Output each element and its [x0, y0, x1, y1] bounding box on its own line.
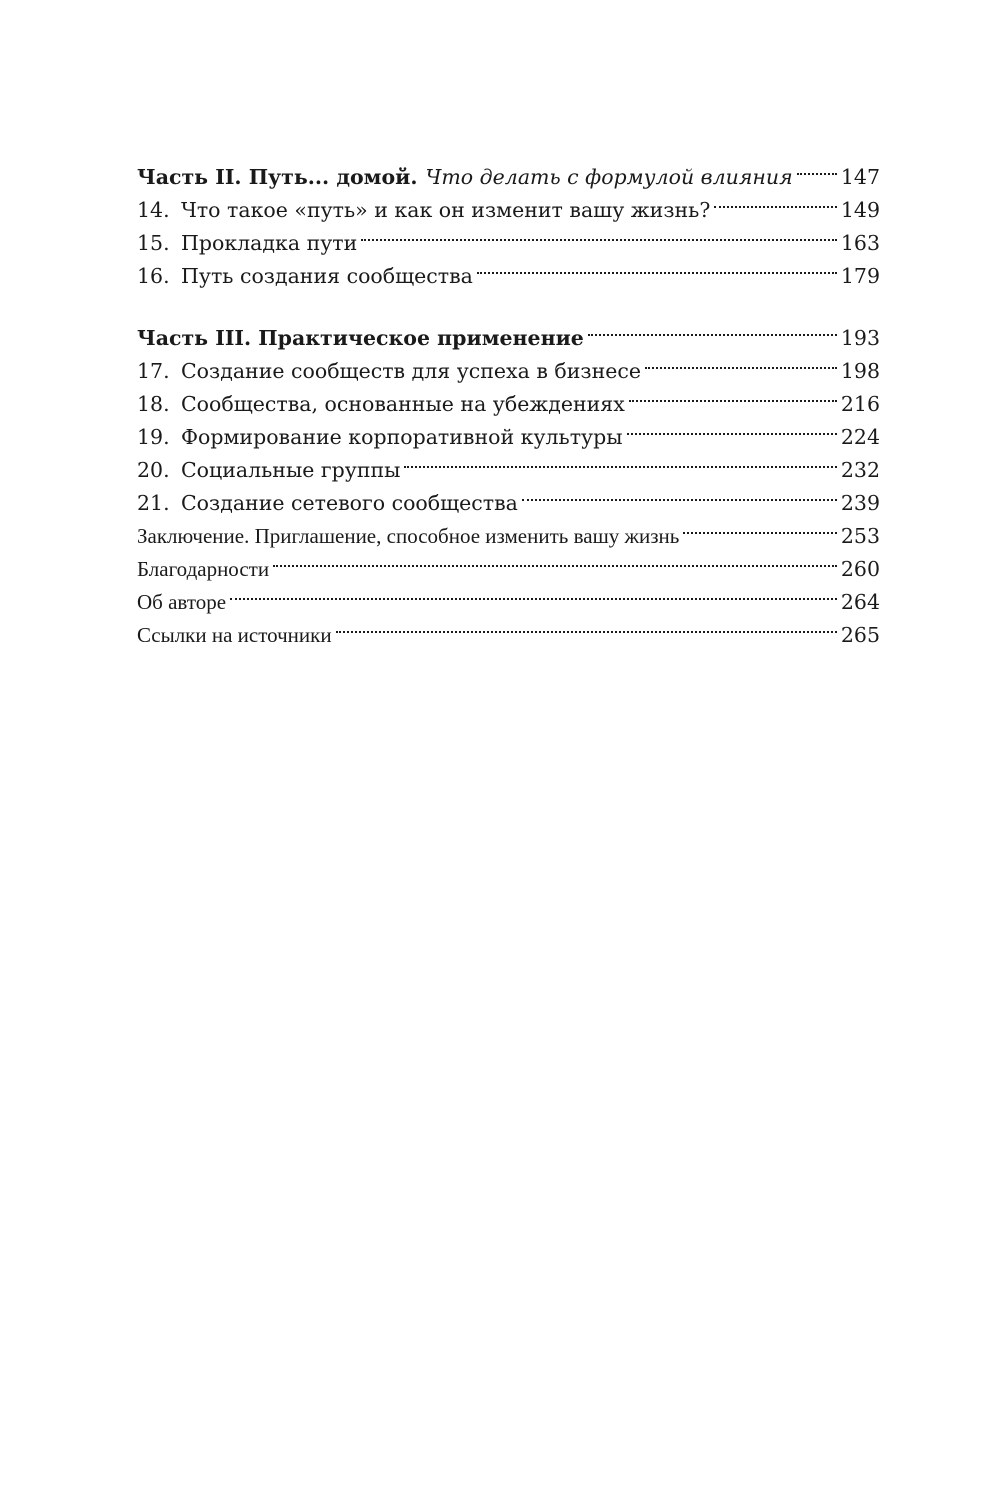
toc-part-2 [137, 151, 880, 288]
toc-page-number: 149 [840, 198, 880, 222]
dot-leader [404, 444, 836, 477]
toc-chapter-number: 15. [137, 231, 170, 255]
toc-page-number: 163 [840, 231, 880, 255]
toc-page-number: 198 [840, 359, 880, 383]
toc-chapter-title: Создание сообществ для успеха в бизнесе [181, 359, 641, 383]
toc-chapter-title: Прокладка пути [181, 231, 358, 255]
toc-part-title [137, 161, 793, 194]
toc-page-number: 216 [840, 392, 880, 416]
dot-leader [361, 217, 837, 250]
toc-backmatter-row[interactable] [137, 576, 880, 614]
toc-page-number: 264 [840, 590, 880, 614]
toc-backmatter-row[interactable] [137, 609, 880, 647]
toc-chapter-title: Социальные группы [181, 458, 401, 482]
toc-part-title [137, 322, 584, 355]
dot-leader [714, 184, 837, 217]
toc-backmatter-title: Благодарности [137, 557, 270, 581]
toc-chapter-number: 16. [137, 264, 170, 288]
toc-part-subtitle: Что делать с формулой влияния [425, 165, 793, 189]
dot-leader [683, 510, 837, 543]
toc-part-heading[interactable] [137, 312, 880, 350]
dot-leader [629, 378, 837, 411]
toc-part-title-bold: Часть II. Путь... домой. [137, 165, 418, 189]
dot-leader [230, 576, 837, 609]
toc-chapter-number: 14. [137, 198, 170, 222]
toc-page-number: 147 [840, 165, 880, 189]
table-of-contents [137, 151, 880, 647]
toc-chapter-title: Путь создания сообщества [181, 264, 473, 288]
toc-page-number: 179 [840, 264, 880, 288]
dot-leader [336, 609, 837, 642]
toc-part-3 [137, 312, 880, 647]
toc-page-number: 224 [840, 425, 880, 449]
toc-backmatter-title: Об авторе [137, 590, 227, 614]
toc-chapter-title: Сообщества, основанные на убеждениях [181, 392, 625, 416]
toc-chapter-number: 21. [137, 491, 170, 515]
toc-chapter-title: Формирование корпоративной культуры [181, 425, 623, 449]
dot-leader [522, 477, 837, 510]
dot-leader [273, 543, 837, 576]
toc-part-heading[interactable] [137, 151, 880, 189]
toc-chapter-number: 17. [137, 359, 170, 383]
toc-page-number: 193 [840, 326, 880, 350]
dot-leader [588, 312, 837, 345]
toc-backmatter-title: Ссылки на источники [137, 623, 332, 647]
toc-page-number: 232 [840, 458, 880, 482]
toc-chapter-title: Что такое «путь» и как он изменит вашу жизнь? [181, 198, 711, 222]
dot-leader [627, 411, 837, 444]
toc-chapter-number: 20. [137, 458, 170, 482]
toc-chapter-number: 19. [137, 425, 170, 449]
toc-part-title-bold: Часть III. Практическое применение [137, 326, 584, 350]
toc-page-number: 260 [840, 557, 880, 581]
dot-leader [477, 250, 837, 283]
toc-chapter-number: 18. [137, 392, 170, 416]
dot-leader [797, 151, 837, 184]
toc-backmatter-title: Заключение. Приглашение, способное изменить вашу жизнь [137, 524, 680, 548]
toc-chapter-title: Создание сетевого сообщества [181, 491, 518, 515]
toc-page-number: 239 [840, 491, 880, 515]
dot-leader [645, 345, 837, 378]
toc-page-number: 265 [840, 623, 880, 647]
toc-page-number: 253 [840, 524, 880, 548]
